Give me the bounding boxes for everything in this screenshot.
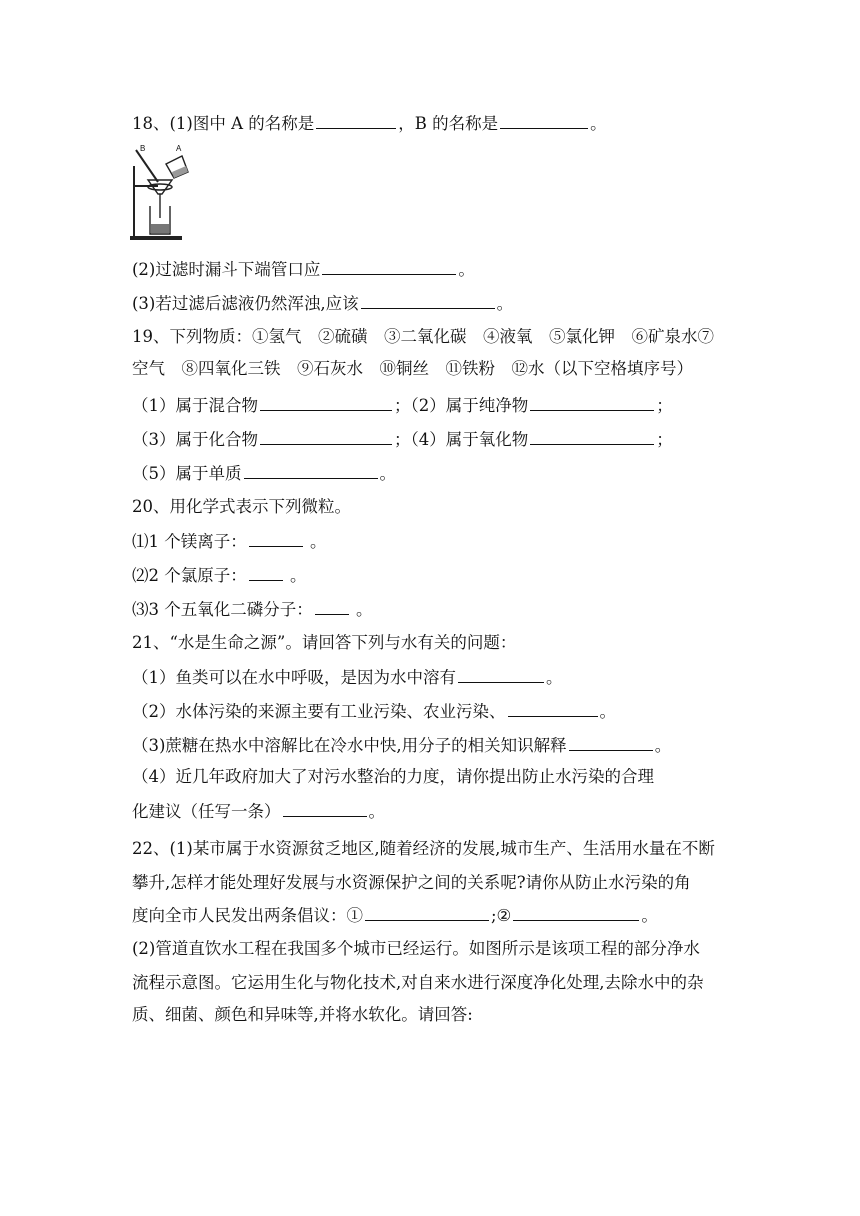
q22-line-2: 攀升,怎样才能处理好发展与水资源保护之间的关系呢?请你从防止水污染的角 <box>132 873 691 892</box>
q21-line-5: （4）近几年政府加大了对污水整治的力度，请你提出防止水污染的合理 <box>132 767 654 786</box>
q19-line-1: 19、下列物质：①氢气 ②硫磺 ③二氧化碳 ④液氧 ⑤氯化钾 ⑥矿泉水⑦ <box>132 327 714 346</box>
q20-line-2: ⑴1 个镁离子： 。 <box>132 532 327 551</box>
answer-blank[interactable] <box>500 112 588 129</box>
q18-line-1: 18、(1)图中 A 的名称是 ，B 的名称是 。 <box>132 114 607 133</box>
answer-blank[interactable] <box>508 700 598 717</box>
q22-line-3: 度向全市人民发出两条倡议：① ;② 。 <box>132 906 658 925</box>
label-b: B <box>140 144 146 153</box>
q18-line-3: (3)若过滤后滤液仍然浑浊,应该 。 <box>132 294 514 313</box>
q21-line-2: （1）鱼类可以在水中呼吸，是因为水中溶有 。 <box>132 668 563 687</box>
q20-line-1: 20、用化学式表示下列微粒。 <box>132 497 351 516</box>
answer-blank[interactable] <box>322 258 456 275</box>
answer-blank[interactable] <box>260 394 392 411</box>
q21-line-1: 21、“水是生命之源”。请回答下列与水有关的问题： <box>132 633 517 652</box>
answer-blank[interactable] <box>458 666 544 683</box>
answer-blank[interactable] <box>283 800 367 817</box>
q22-line-5: 流程示意图。它运用生化与物化技术,对自来水进行深度净化处理,去除水中的杂 <box>132 973 704 992</box>
q18-line-2: (2)过滤时漏斗下端管口应 。 <box>132 260 475 279</box>
answer-blank[interactable] <box>513 904 639 921</box>
answer-blank[interactable] <box>260 428 392 445</box>
q19-line-2: 空气 ⑧四氧化三铁 ⑨石灰水 ⑩铜丝 ⑪铁粉 ⑫水（以下空格填序号） <box>132 359 693 378</box>
answer-blank[interactable] <box>569 734 653 751</box>
answer-blank[interactable] <box>316 112 396 129</box>
filtration-apparatus-figure <box>128 142 192 244</box>
q20-line-3: ⑵2 个氯原子： 。 <box>132 566 307 585</box>
answer-blank[interactable] <box>530 428 654 445</box>
answer-blank[interactable] <box>315 598 349 615</box>
answer-blank[interactable] <box>249 530 303 547</box>
answer-blank[interactable] <box>361 292 495 309</box>
q19-line-4: （3）属于化合物 ；（4）属于氧化物 ； <box>132 430 673 449</box>
answer-blank[interactable] <box>365 904 489 921</box>
q19-line-3: （1）属于混合物 ；（2）属于纯净物 ； <box>132 396 673 415</box>
q19-line-5: （5）属于单质 。 <box>132 464 396 483</box>
answer-blank[interactable] <box>530 394 654 411</box>
q20-line-4: ⑶3 个五氧化二磷分子： 。 <box>132 600 373 619</box>
q21-line-4: （3)蔗糖在热水中溶解比在冷水中快,用分子的相关知识解释 。 <box>132 736 672 755</box>
answer-blank[interactable] <box>249 564 283 581</box>
q22-line-6: 质、细菌、颜色和异味等,并将水软化。请回答: <box>132 1005 473 1024</box>
q21-line-3: （2）水体污染的来源主要有工业污染、农业污染、 。 <box>132 702 616 721</box>
q22-line-4: (2)管道直饮水工程在我国多个城市已经运行。如图所示是该项工程的部分净水 <box>132 939 700 958</box>
label-a: A <box>176 144 182 153</box>
q22-line-1: 22、(1)某市属于水资源贫乏地区,随着经济的发展,城市生产、生活用水量在不断 <box>132 839 715 858</box>
answer-blank[interactable] <box>244 462 378 479</box>
q21-line-6: 化建议（任写一条） 。 <box>132 802 385 821</box>
